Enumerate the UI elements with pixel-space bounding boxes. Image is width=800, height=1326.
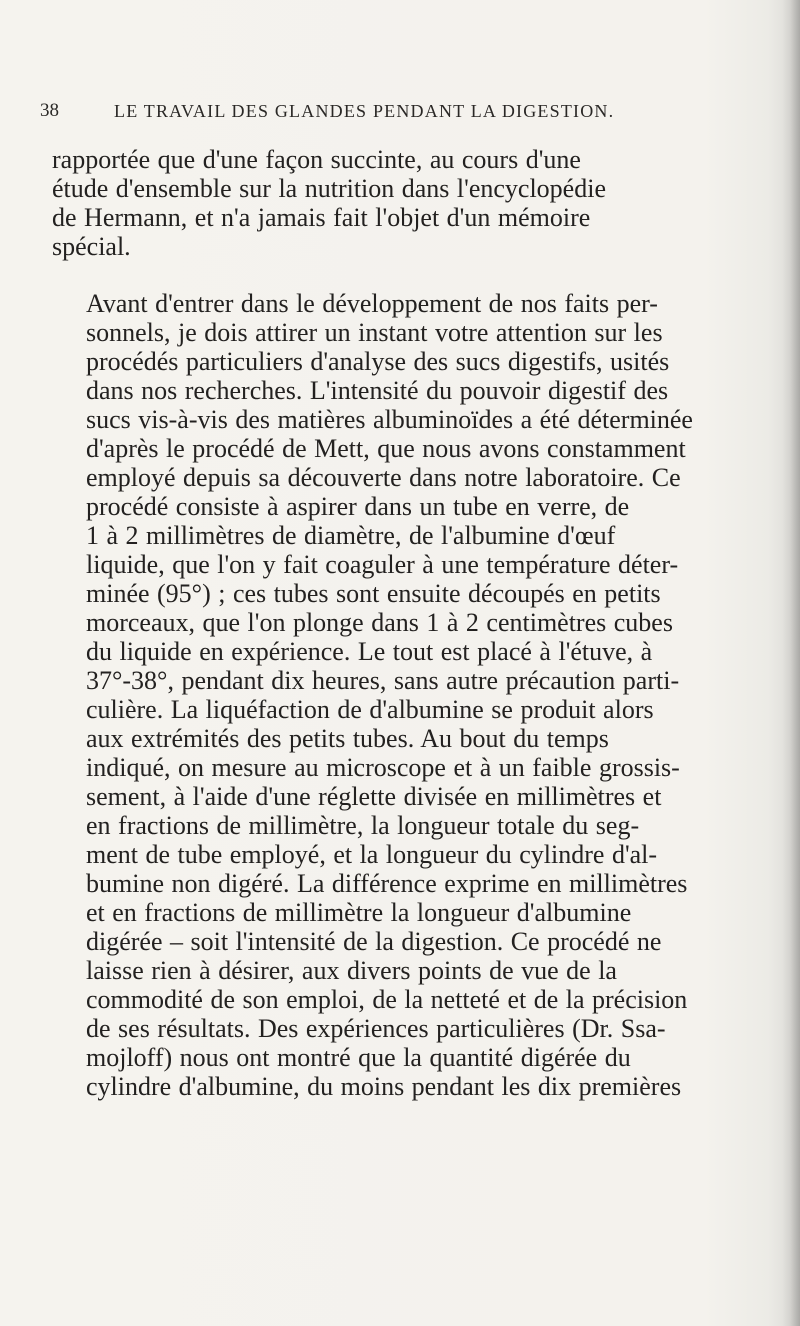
paragraph-2-line-13: du liquide en expérience. Le tout est placé à l'étuve, à <box>86 637 653 666</box>
paragraph-2-line-10: liquide, que l'on y fait coaguler à une température déter- <box>86 550 679 579</box>
paragraph-2-line-20: ment de tube employé, et la longueur du cylindre d'al- <box>86 840 658 869</box>
paragraph-1-line-3: de Hermann, et n'a jamais fait l'objet d'un mémoire <box>52 203 591 232</box>
paragraph-1-line-4: spécial. <box>52 232 131 261</box>
paragraph-2-line-15: culière. La liquéfaction de d'albumine se produit alors <box>86 695 654 724</box>
page-edge-shadow <box>782 0 800 1326</box>
paragraph-2-line-18: sement, à l'aide d'une réglette divisée en millimètres et <box>86 782 662 811</box>
paragraph-2-line-8: procédé consiste à aspirer dans un tube en verre, de <box>86 492 630 521</box>
paragraph-2-line-16: aux extrémités des petits tubes. Au bout du temps <box>86 724 609 753</box>
paragraph-1-line-1: rapportée que d'une façon succinte, au cours d'une <box>52 145 581 174</box>
paragraph-2 <box>52 289 752 1101</box>
paragraph-2-line-21: bumine non digéré. La différence exprime en millimètres <box>86 869 688 898</box>
paragraph-2-line-19: en fractions de millimètre, la longueur totale du seg- <box>86 811 640 840</box>
paragraph-2-line-24: laisse rien à désirer, aux divers points de vue de la <box>86 956 617 985</box>
paragraph-2-line-9: 1 à 2 millimètres de diamètre, de l'albumine d'œuf <box>86 521 616 550</box>
body-text <box>52 145 752 1101</box>
paragraph-2-line-3: procédés particuliers d'analyse des sucs digestifs, usités <box>86 347 670 376</box>
paragraph-2-line-2: sonnels, je dois attirer un instant votre attention sur les <box>86 318 663 347</box>
paragraph-2-line-26: de ses résultats. Des expériences particulières (Dr. Ssa- <box>86 1014 666 1043</box>
paragraph-2-line-11: minée (95°) ; ces tubes sont ensuite découpés en petits <box>86 579 661 608</box>
page-number: 38 <box>40 100 59 121</box>
paragraph-2-line-14: 37°-38°, pendant dix heures, sans autre précaution parti- <box>86 666 680 695</box>
paragraph-2-line-4: dans nos recherches. L'intensité du pouvoir digestif des <box>86 376 669 405</box>
paragraph-2-line-7: employé depuis sa découverte dans notre laboratoire. Ce <box>86 463 681 492</box>
paragraph-2-line-25: commodité de son emploi, de la netteté et de la précision <box>86 985 688 1014</box>
paragraph-2-line-23: digérée – soit l'intensité de la digestion. Ce procédé ne <box>86 927 662 956</box>
paragraph-2-line-22: et en fractions de millimètre la longueur d'albumine <box>86 898 632 927</box>
running-title: LE TRAVAIL DES GLANDES PENDANT LA DIGESTION. <box>114 100 615 121</box>
paragraph-1 <box>52 145 752 261</box>
paragraph-2-line-28: cylindre d'albumine, du moins pendant les dix premières <box>86 1072 682 1101</box>
paragraph-1-line-2: étude d'ensemble sur la nutrition dans l'encyclopédie <box>52 174 606 203</box>
running-head <box>40 92 760 130</box>
paragraph-2-line-5: sucs vis-à-vis des matières albuminoïdes a été déterminée <box>86 405 693 434</box>
paragraph-2-line-17: indiqué, on mesure au microscope et à un faible grossis- <box>86 753 680 782</box>
paragraph-2-line-6: d'après le procédé de Mett, que nous avons constamment <box>86 434 686 463</box>
paragraph-2-line-1: Avant d'entrer dans le développement de nos faits per- <box>86 289 658 318</box>
paragraph-2-line-27: mojloff) nous ont montré que la quantité digérée du <box>86 1043 631 1072</box>
paragraph-2-line-12: morceaux, que l'on plonge dans 1 à 2 centimètres cubes <box>86 608 673 637</box>
